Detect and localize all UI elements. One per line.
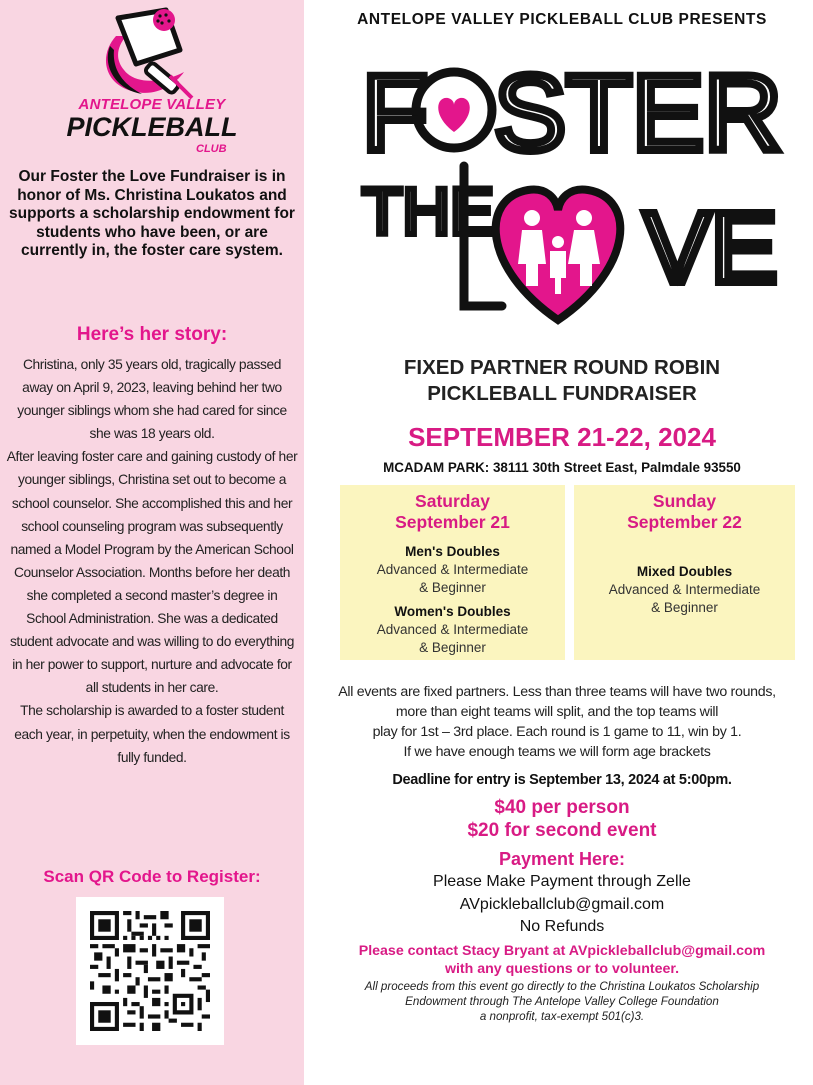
division-levels: Advanced & Intermediate — [376, 562, 529, 577]
story-body — [6, 353, 298, 769]
contact-line-1[interactable]: Please contact Stacy Bryant at AVpickleballclub@gmail.com — [358, 943, 766, 959]
title-word-the: THE — [362, 174, 494, 248]
division-levels: & Beginner — [419, 640, 486, 655]
foster-the-love-title — [352, 38, 792, 338]
event-rules — [322, 682, 792, 762]
division-mixed-doubles — [574, 563, 795, 617]
day-name: Saturday — [415, 491, 490, 511]
event-type — [312, 355, 812, 407]
division-levels: & Beginner — [419, 580, 486, 595]
logo-text-antelope-valley: ANTELOPE VALLEY — [78, 96, 226, 113]
division-name: Mixed Doubles — [636, 564, 733, 579]
contact-line-2: with any questions or to volunteer. — [444, 961, 680, 977]
logo-text-pickleball: PICKLEBALL — [66, 112, 238, 142]
saturday-schedule-box — [340, 485, 565, 660]
rules-line: more than eight teams will split, and the top teams will — [395, 704, 719, 720]
price-second-event: $20 for second event — [467, 820, 657, 841]
contact-info — [312, 942, 812, 978]
division-name: Women's Doubles — [394, 604, 511, 619]
left-info-panel — [0, 0, 304, 1085]
division-name: Men's Doubles — [405, 544, 500, 559]
payment-heading: Payment Here: — [498, 849, 626, 869]
proceeds-note — [320, 979, 804, 1024]
day-date: September 22 — [627, 512, 742, 532]
family-heart-icon — [496, 190, 621, 320]
story-paragraph: The scholarship is awarded to a foster student each year, in perpetuity, when the endowment is fully funded. — [14, 703, 290, 765]
division-levels: Advanced & Intermediate — [608, 582, 761, 597]
payment-method: Please Make Payment through Zelle — [433, 873, 691, 890]
event-dates: SEPTEMBER 21-22, 2024 — [408, 422, 716, 452]
presents-banner: ANTELOPE VALLEY PICKLEBALL CLUB PRESENTS — [357, 11, 767, 28]
title-letters-ster: STER — [494, 52, 783, 173]
story-paragraph: After leaving foster care and gaining custody of her younger siblings, Christina set out to become a school counselor. She accomplished this and her school counseling program was subsequently named a Model Program by the American School Counselor Association. Months before her death she completed a second master’s degree in School Administration. She was a dedicated student advocate and was willing to do everything in her power to support, nurture and advocate for all students in her care. — [6, 449, 298, 696]
entry-deadline: Deadline for entry is September 13, 2024 at 5:00pm. — [392, 772, 732, 788]
division-mens-doubles — [340, 543, 565, 597]
story-paragraph: Christina, only 35 years old, tragically passed away on April 9, 2023, leaving behind her two younger siblings whom she had cared for since she was 18 years old. — [17, 357, 287, 442]
story-heading: Here’s her story: — [76, 324, 228, 345]
title-letter-f: F — [362, 52, 428, 173]
price-per-person: $40 per person — [494, 797, 630, 818]
logo-text-club: CLUB — [196, 143, 227, 155]
division-womens-doubles — [340, 603, 565, 657]
qr-code[interactable] — [76, 897, 224, 1045]
title-letters-ve: VE — [644, 192, 778, 304]
scan-qr-heading: Scan QR Code to Register: — [43, 867, 261, 886]
proceeds-line-3: a nonprofit, tax-exempt 501(c)3. — [479, 1010, 645, 1023]
qr-code-image — [90, 911, 210, 1031]
payment-email[interactable]: AVpickleballclub@gmail.com — [459, 896, 665, 913]
club-logo — [0, 0, 304, 160]
pickleball-paddle-logo-icon — [96, 6, 208, 104]
day-name: Sunday — [652, 491, 717, 511]
honor-statement: Our Foster the Love Fundraiser is in honor of Ms. Christina Loukatos and supports a scholarship endowment for students who have been, or are currently in, the foster care system. — [9, 168, 295, 260]
division-levels: & Beginner — [651, 600, 718, 615]
proceeds-line-1: All proceeds from this event go directly to the Christina Loukatos Scholarship — [364, 980, 760, 993]
event-location: MCADAM PARK: 38111 30th Street East, Palmdale 93550 — [383, 460, 741, 475]
rules-line: If we have enough teams we will form age brackets — [403, 744, 711, 760]
rules-line: All events are fixed partners. Less than three teams will have two rounds, — [338, 684, 776, 700]
event-type-line-2: PICKLEBALL FUNDRAISER — [427, 382, 697, 405]
proceeds-line-2: Endowment through The Antelope Valley College Foundation — [405, 995, 719, 1008]
sunday-title — [574, 491, 795, 533]
day-date: September 21 — [395, 512, 510, 532]
saturday-title — [340, 491, 565, 533]
event-type-line-1: FIXED PARTNER ROUND ROBIN — [403, 356, 721, 379]
sunday-schedule-box — [574, 485, 795, 660]
division-levels: Advanced & Intermediate — [376, 622, 529, 637]
rules-line: play for 1st – 3rd place. Each round is 1 game to 11, win by 1. — [372, 724, 742, 740]
refund-policy: No Refunds — [519, 918, 605, 935]
